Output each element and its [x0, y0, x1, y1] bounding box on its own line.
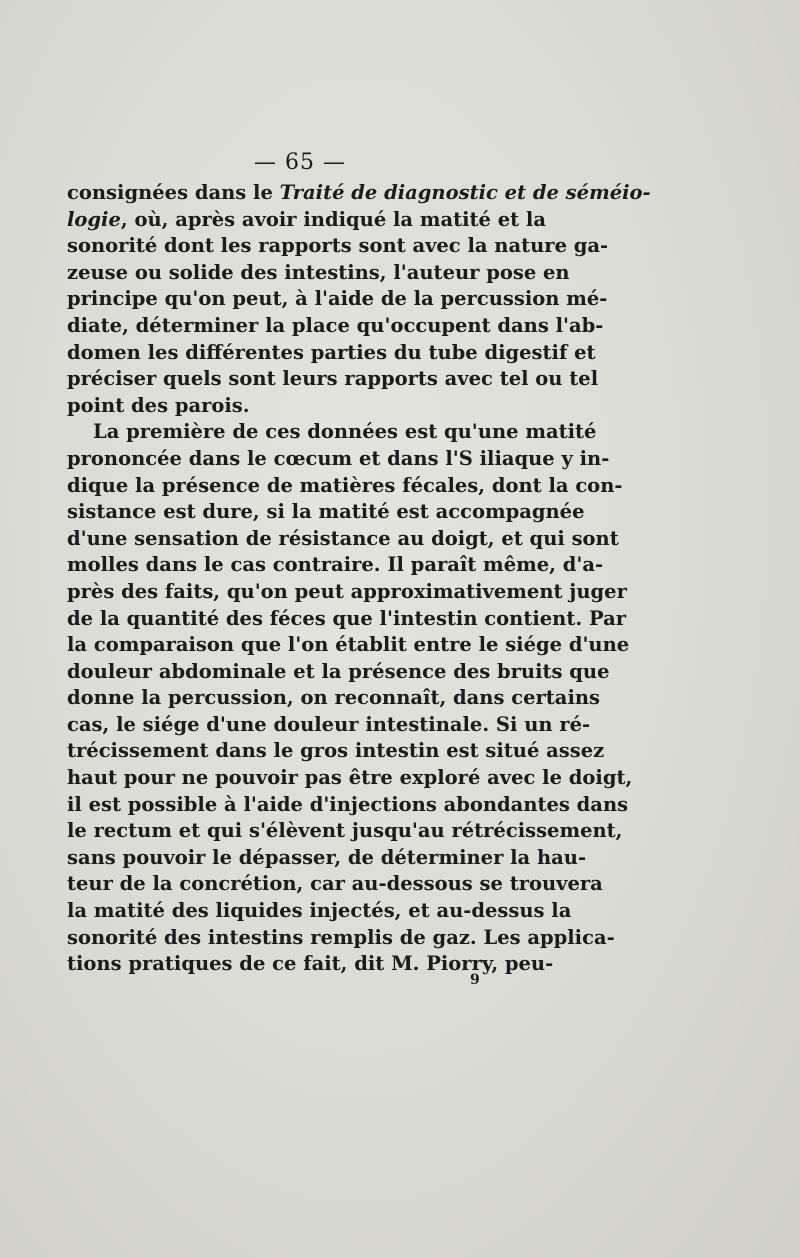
text-line: tions pratiques de ce fait, dit M. Piorry, peu-: [67, 952, 554, 976]
text-line: sans pouvoir le dépasser, de déterminer la hau-: [67, 845, 587, 869]
text-line: cas, le siége d'une douleur intestinale. Si un ré-: [67, 712, 591, 736]
text-line: haut pour ne pouvoir pas être exploré avec le doigt,: [67, 766, 633, 790]
text-line: donne la percussion, on reconnaît, dans certains: [67, 686, 601, 710]
text-line: diate, déterminer la place qu'occupent dans l'ab-: [67, 313, 604, 337]
text-line: domen les différentes parties du tube digestif et: [67, 340, 596, 364]
page-number-header: — 65 —: [254, 150, 346, 175]
text-line: teur de la concrétion, car au-dessous se trouvera: [67, 872, 603, 896]
text-line: il est possible à l'aide d'injections abondantes dans: [67, 792, 629, 816]
text-line: [67, 207, 546, 234]
text-line: [67, 180, 651, 207]
text-line: la matité des liquides injectés, et au-dessus la: [67, 899, 572, 923]
text-line: sistance est dure, si la matité est accompagnée: [67, 500, 585, 524]
text-line: molles dans le cas contraire. Il paraît même, d'a-: [67, 553, 604, 577]
line-text: consignées dans le: [67, 181, 280, 204]
text-line: La première de ces données est qu'une matité: [93, 420, 597, 444]
text-line: d'une sensation de résistance au doigt, et qui sont: [67, 526, 619, 550]
text-line: la comparaison que l'on établit entre le siége d'une: [67, 633, 630, 657]
text-line: de la quantité des féces que l'intestin contient. Par: [67, 606, 626, 630]
line-text: , où, après avoir indiqué la matité et la: [120, 207, 546, 231]
text-line: prononcée dans le cœcum et dans l'S iliaque y in-: [67, 446, 610, 470]
text-line: préciser quels sont leurs rapports avec tel ou tel: [67, 367, 599, 391]
signature-mark: 9: [470, 972, 480, 988]
text-line: douleur abdominale et la présence des bruits que: [67, 659, 610, 683]
text-line: sonorité dont les rapports sont avec la nature ga-: [67, 234, 609, 258]
text-line: sonorité des intestins remplis de gaz. Les applica-: [67, 925, 615, 949]
text-line: point des parois.: [67, 393, 250, 417]
body-text: [67, 180, 651, 978]
text-line: zeuse ou solide des intestins, l'auteur pose en: [67, 260, 570, 284]
italic-title: logie: [67, 207, 121, 231]
text-line: dique la présence de matières fécales, dont la con-: [67, 473, 623, 497]
text-line: principe qu'on peut, à l'aide de la percussion mé-: [67, 287, 608, 311]
text-line: près des faits, qu'on peut approximativement juger: [67, 579, 627, 603]
text-line: le rectum et qui s'élèvent jusqu'au rétrécissement,: [67, 819, 623, 843]
text-line: trécissement dans le gros intestin est situé assez: [67, 739, 605, 763]
italic-title: Traité de diagnostic et de séméio-: [279, 181, 651, 204]
